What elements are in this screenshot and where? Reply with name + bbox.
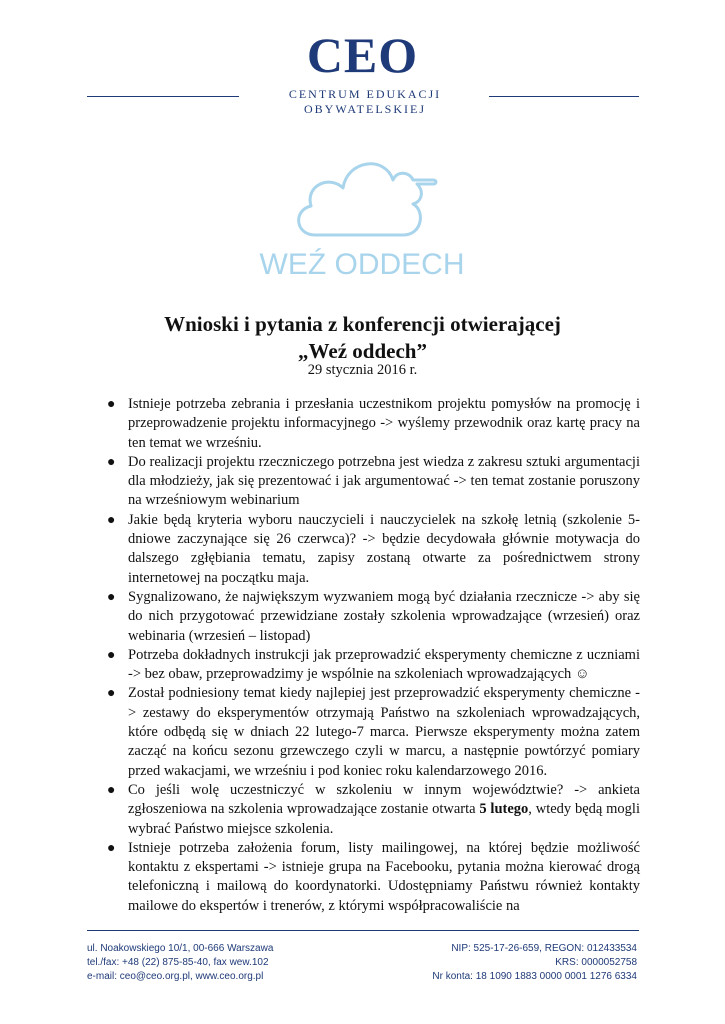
page-title (0, 311, 725, 365)
ceo-logo (0, 27, 725, 83)
footer-email-line: e-mail: ceo@ceo.org.pl, www.ceo.org.pl (87, 971, 264, 982)
footer-nip-line: NIP: 525-17-26-659, REGON: 012433534 (451, 943, 637, 954)
list-item-text: Istnieje potrzeba zebrania i przesłania uczestnikom projektu pomysłów na promocję i przeprowadzenie projektu informacyjnego -> wyślemy przewodnik oraz kartę pracy na ten temat we wrześniu. (128, 396, 640, 451)
list-item (107, 588, 640, 646)
header-rule-right (489, 96, 639, 97)
title-line-1: Wnioski i pytania z konferencji otwierającej (164, 312, 561, 336)
footer-registration (432, 942, 637, 984)
list-item-bold-date: 5 lutego (479, 801, 529, 818)
footer-address (87, 942, 273, 984)
bullet-icon: ● (107, 840, 116, 856)
list-item (107, 839, 640, 916)
list-item-text-after: , wtedy będą mogli wybrać Państwo miejsce szkolenia. (128, 801, 640, 837)
header-rule-left (87, 96, 239, 97)
list-item (107, 511, 640, 588)
bullet-icon: ● (107, 454, 116, 470)
ceo-tagline-row (87, 84, 639, 116)
bullet-icon: ● (107, 782, 116, 798)
ceo-wordmark: CEO (306, 27, 419, 83)
bullet-icon: ● (107, 589, 116, 605)
footer-krs-line: KRS: 0000052758 (555, 957, 637, 968)
list-item-text: Jakie będą kryteria wyboru nauczycieli i nauczycielek na szkołę letnią (szkolenie 5-dniowe zaczynające się 26 czerwca)? -> będzie decydowała głównie motywacja do dalszego zgłębiania tematu, zapisy zostaną otwarte za pośrednictwem strony internetowej na początku maja. (128, 511, 640, 586)
list-item (107, 684, 640, 780)
document-date: 29 stycznia 2016 r. (307, 362, 418, 378)
bullet-icon: ● (107, 686, 116, 702)
list-item (107, 395, 640, 453)
list-item (107, 453, 640, 511)
list-item-text: Sygnalizowano, że największym wyzwaniem mogą być działania rzecznicze -> aby się do nich przygotować przewidziane zostały szkolenia wprowadzające (wrzesień) oraz webinaria (wrzesień – listopad) (128, 588, 640, 644)
list-item-text-before: Co jeśli wolę uczestniczyć w szkoleniu w innym województwie? -> ankieta zgłoszeniowa na szkolenia wprowadzające zostanie otwarta (128, 781, 640, 818)
list-item-text: Istnieje potrzeba założenia forum, listy mailingowej, na której będzie możliwość kontaktu z ekspertami -> istnieje grupa na Facebooku, pytania można kierować drogą telefoniczną i mailową do koordynatorki. Udostępniamy Państwu również kontakty mailowe do ekspertów i trenerów, z którymi współpracowaliście na (128, 839, 640, 914)
campaign-logo-text: WEŹ ODDECH (259, 248, 465, 281)
ceo-tagline: CENTRUM EDUKACJI OBYWATELSKIEJ (288, 87, 442, 116)
footer-address-line: ul. Noakowskiego 10/1, 00-666 Warszawa (87, 943, 274, 954)
bullet-icon: ● (107, 512, 116, 528)
bullet-icon: ● (107, 397, 116, 412)
list-item-text: Został podniesiony temat kiedy najlepiej jest przeprowadzić eksperymenty chemiczne -> zestawy do eksperymentów otrzymają Państwo na szkoleniach wprowadzających, które odbędą się w dniach 22 lutego-7 marca. Pierwsze eksperymenty można zatem zacząć na końcu sezonu grzewczego czyli w marcu, a następnie powtórzyć pomiary przed wakacjami, we wrześniu i pod koniec roku kalendarzowego 2016. (128, 685, 640, 779)
bullet-icon: ● (107, 647, 116, 663)
cloud-icon (259, 140, 465, 285)
list-item (107, 646, 640, 685)
list-item-text: Do realizacji projektu rzeczniczego potrzebna jest wiedza z zakresu sztuki argumentacji dla młodzieży, jak się prezentować i jak argumentować -> ten temat zostanie poruszony na wrześniowym webinarium (128, 453, 640, 509)
footer-account-line: Nr konta: 18 1090 1883 0000 0001 1276 6334 (432, 971, 637, 982)
title-line-2: „Weź oddech” (298, 339, 427, 363)
list-item-text (128, 782, 640, 837)
list-item-text: Potrzeba dokładnych instrukcji jak przeprowadzić eksperymenty chemiczne z uczniami -> bez obaw, przeprowadzimy je wspólnie na szkoleniach wprowadzających ☺ (128, 646, 640, 683)
wez-oddech-logo (259, 140, 465, 285)
footer-phone-line: tel./fax: +48 (22) 875-85-40, fax wew.102 (87, 957, 269, 968)
footer-rule (87, 930, 639, 931)
list-item (107, 781, 640, 839)
bullet-list (107, 395, 640, 916)
